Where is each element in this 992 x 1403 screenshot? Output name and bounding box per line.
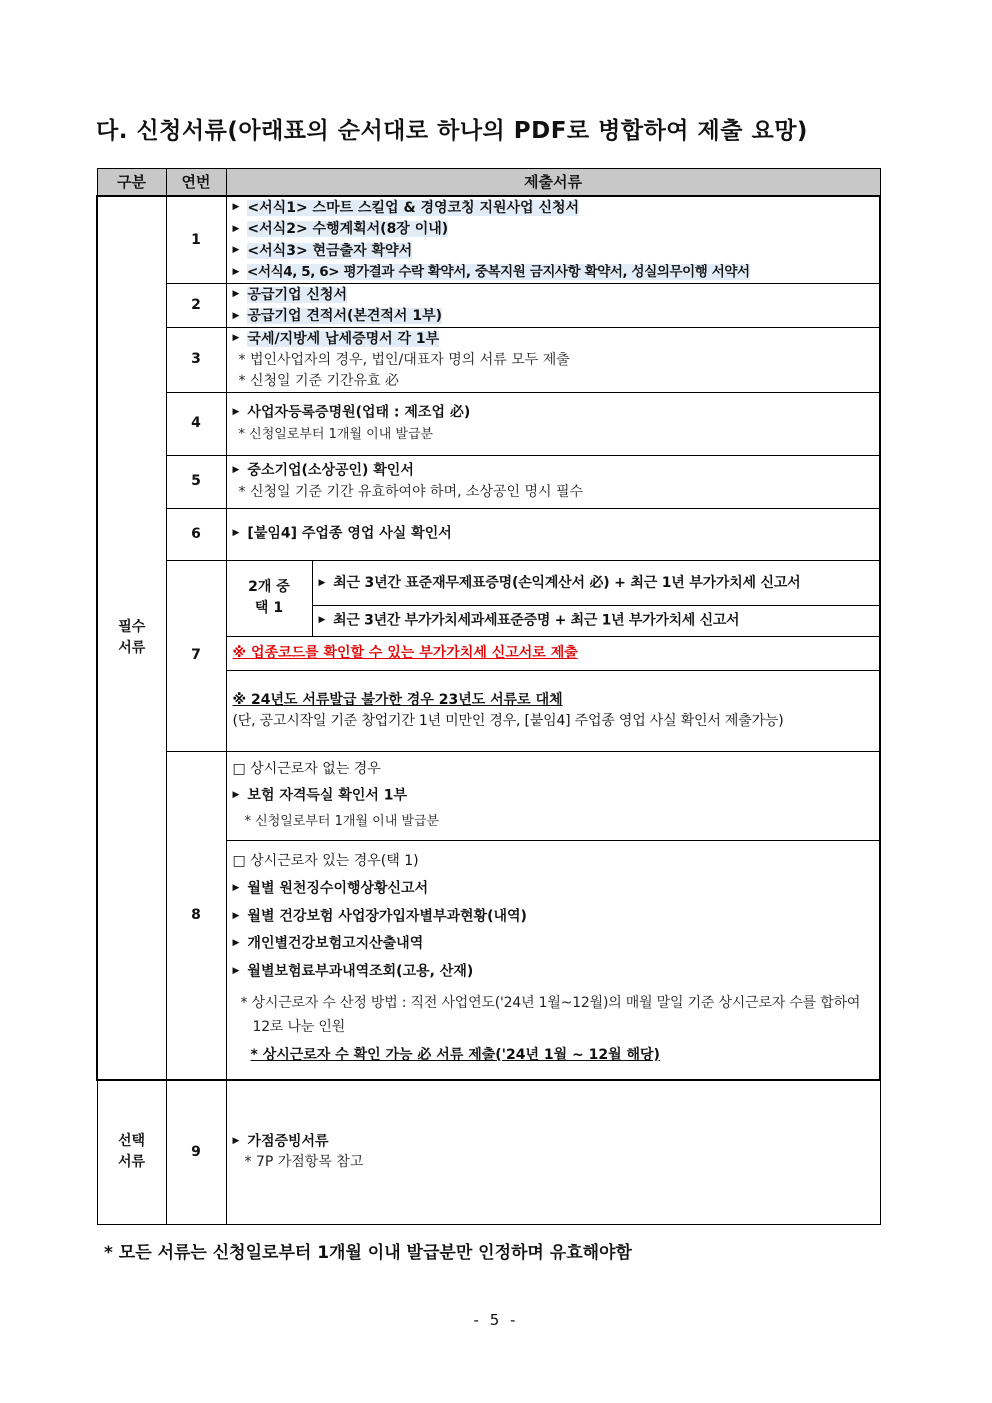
option-cell [312,605,880,636]
option-text: ▶ 최근 3년간 부가가치세과세표준증명 + 최근 1년 부가가치세 신고서 [318,612,740,629]
row-content [226,392,880,455]
list-item: ▶ <서식3> 현금출자 확약서 [232,242,413,259]
table-row [97,328,880,393]
note-text: * 법인사업자의 경우, 법인/대표자 명의 서류 모두 제출 [238,351,570,368]
row-number: 1 [166,196,226,284]
footnote: * 모든 서류는 신청일로부터 1개월 이내 발급분만 인정하며 유효해야함 [104,1243,632,1263]
note-text: * 7P 가점항목 참고 [244,1154,364,1171]
category-optional-label: 선택 서류 [117,1133,146,1170]
category-required-label: 필수 서류 [118,618,146,656]
list-item: ▶ <서식2> 수행계획서(8장 이내) [232,221,449,237]
option-cell [312,560,880,605]
bullet-icon: ▶ [232,938,240,948]
row-number: 5 [166,455,226,508]
table-row [97,392,880,455]
substitute-cell [226,670,880,751]
list-item: ▶ 개인별건강보험고지산출내역 [232,935,424,952]
bullet-icon: ▶ [232,883,240,893]
with-employees-cell [226,840,880,1080]
documents-table [96,168,881,1225]
list-item: ▶ 월별 원천징수이행상황신고서 [232,880,429,897]
list-item: ▶ 공급기업 견적서(본견적서 1부) [232,308,442,324]
section-title: 다. 신청서류(아래표의 순서대로 하나의 PDF로 병합하여 제출 요망) [96,118,808,144]
row-number: 7 [166,560,226,751]
list-item: ▶ 공급기업 신청서 [232,286,347,303]
bullet-icon: ▶ [232,910,240,921]
row-content [226,508,880,560]
warning-cell [226,636,880,670]
category-optional [97,1080,166,1225]
note-text: * 신청일로부터 1개월 이내 발급분 [238,426,434,442]
section-heading: □ 상시근로자 없는 경우 [232,760,381,777]
row-number: 2 [166,284,226,328]
bullet-icon: ▶ [232,202,240,212]
no-employees-cell [226,751,880,840]
row-number: 9 [166,1080,226,1225]
bullet-icon: ▶ [318,577,326,588]
warning-text: ※ 업종코드를 확인할 수 있는 부가가치세 신고서로 제출 [232,644,578,661]
substitute-body: (단, 공고시작일 기준 창업기간 1년 미만인 경우, [붙임4] 주업종 영업 사실 확인서 제출가능) [232,712,784,729]
header-category: 구분 [97,169,166,197]
header-documents: 제출서류 [226,169,880,197]
row-number: 3 [166,328,226,393]
bullet-icon: ▶ [318,614,326,625]
header-number: 연번 [166,169,226,197]
row-number: 4 [166,392,226,455]
row-content [226,328,880,393]
section-heading: □ 상시근로자 있는 경우(택 1) [232,853,419,869]
category-required [97,196,166,1080]
table-row [97,455,880,508]
bullet-icon: ▶ [232,789,240,800]
bullet-icon: ▶ [232,266,240,277]
calculation-note: * 상시근로자 수 산정 방법 : 직전 사업연도('24년 1월~12월)의 매월 말일 기준 상시근로자 수를 합하여 12로 나눈 인원 [240,995,861,1035]
table-row [97,1080,880,1225]
list-item: ▶ <서식4, 5, 6> 평가결과 수락 확약서, 중복지원 금지사항 확약서, 성실의무이행 서약서 [232,264,750,280]
list-item: ▶ 가점증빙서류 [232,1133,329,1150]
row-content [226,1080,880,1225]
bullet-icon: ▶ [232,223,240,234]
list-item: ▶ 월별보험료부과내역조회(고용, 산재) [232,963,474,979]
row-content [226,455,880,508]
page-number: - 5 - [473,1311,519,1329]
row-content [226,196,880,284]
note-text: * 신청일로부터 1개월 이내 발급분 [244,814,440,830]
table-row [97,560,880,605]
note-text: * 신청일 기준 기간유효 必 [238,372,400,389]
row-number: 8 [166,751,226,1080]
bullet-icon: ▶ [232,289,240,299]
list-item: ▶ <서식1> 스마트 스킬업 & 경영코칭 지원사업 신청서 [232,199,580,216]
table-row [97,751,880,840]
bullet-icon: ▶ [232,407,240,418]
table-row [97,196,880,284]
option-text: ▶ 최근 3년간 표준재무제표증명(손익계산서 必) + 최근 1년 부가가치세 신고서 [318,574,801,591]
final-note: * 상시근로자 수 확인 가능 必 서류 제출('24년 1월 ~ 12월 해당) [250,1047,660,1063]
bullet-icon: ▶ [232,245,240,255]
list-item: ▶ [붙임4] 주업종 영업 사실 확인서 [232,525,452,542]
table-row [97,284,880,328]
row-content [226,284,880,328]
row-number: 6 [166,508,226,560]
list-item: ▶ 월별 건강보험 사업장가입자별부과현황(내역) [232,908,527,924]
list-item: ▶ 국세/지방세 납세증명서 각 1부 [232,330,440,347]
substitute-title: ※ 24년도 서류발급 불가한 경우 23년도 서류로 대체 [232,691,563,708]
table-row [97,508,880,560]
bullet-icon: ▶ [232,528,240,539]
bullet-icon: ▶ [232,465,240,476]
bullet-icon: ▶ [232,333,240,343]
bullet-icon: ▶ [232,310,240,321]
note-text: * 신청일 기준 기간 유효하여야 하며, 소상공인 명시 필수 [238,483,584,500]
bullet-icon: ▶ [232,965,240,976]
table-header-row [97,169,880,197]
bullet-icon: ▶ [232,1135,240,1146]
pick-one-label: 2개 중 택 1 [226,560,312,636]
list-item: ▶ 사업자등록증명원(업태 : 제조업 必) [232,404,471,421]
list-item: ▶ 중소기업(소상공인) 확인서 [232,462,414,479]
list-item: ▶ 보험 자격득실 확인서 1부 [232,787,408,804]
